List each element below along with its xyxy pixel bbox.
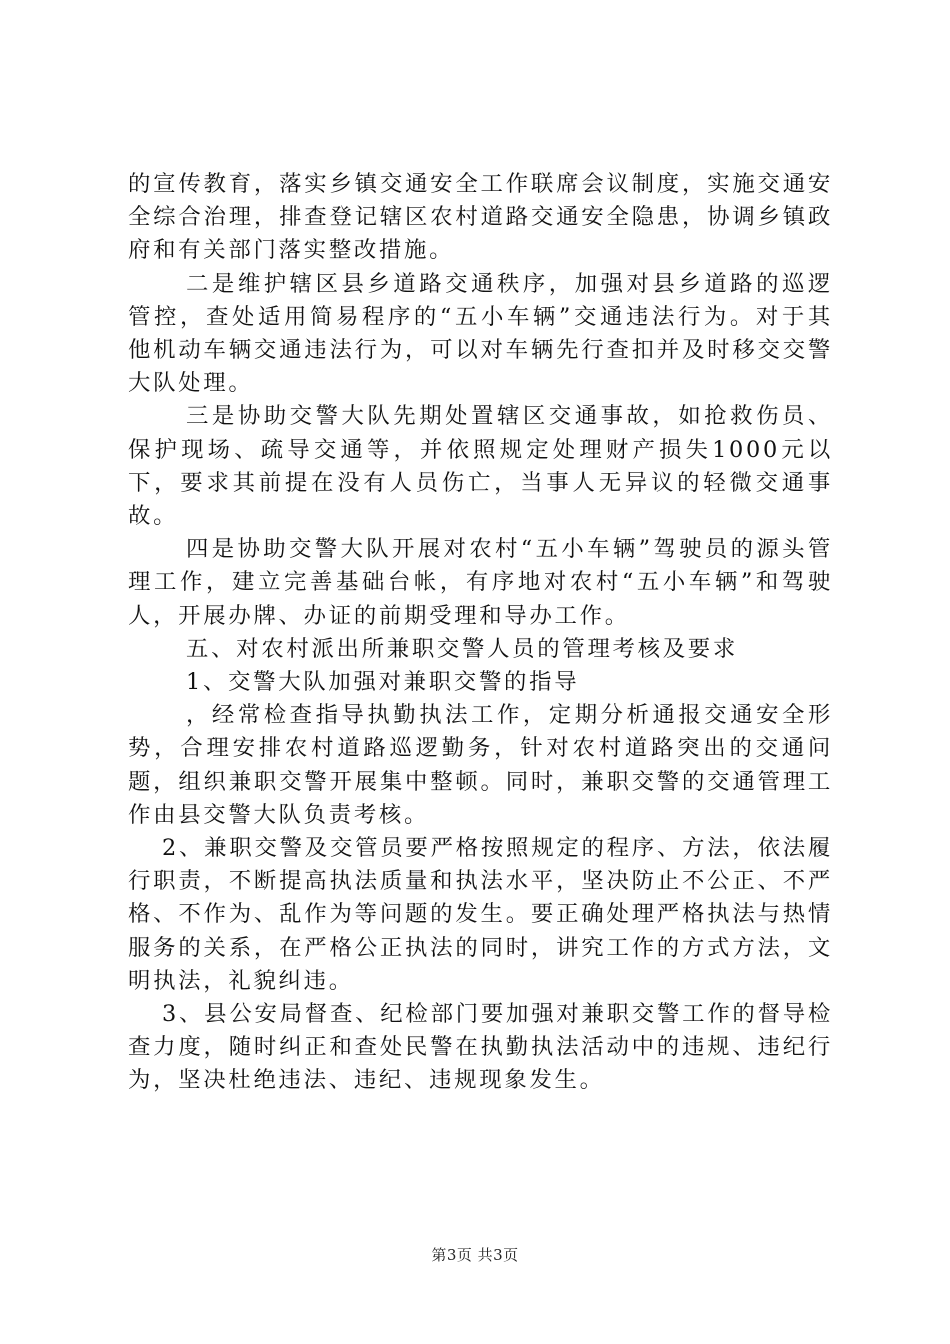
page-footer bbox=[0, 1244, 950, 1265]
paragraph-requirement-three: 3、县公安局督查、纪检部门要加强对兼职交警工作的督导检查力度，随时纠正和查处民警在执勤执法活动中的违规、违纪行为，坚决杜绝违法、违纪、违规现象发生。 bbox=[128, 1001, 833, 1094]
page-number: 第3页 共3页 bbox=[431, 1246, 519, 1264]
paragraph-guidance: ，经常检查指导执勤执法工作，定期分析通报交通安全形势，合理安排农村道路巡逻勤务，针对农村道路突出的交通问题，组织兼职交警开展集中整顿。同时，兼职交警的交通管理工作由县交警大队负责考核。 bbox=[128, 702, 833, 828]
document-body bbox=[128, 168, 833, 1098]
paragraph-item-four: 四是协助交警大队开展对农村“五小车辆”驾驶员的源头管理工作，建立完善基础台帐，有序地对农村“五小车辆”和驾驶人，开展办牌、办证的前期受理和导办工作。 bbox=[128, 536, 833, 629]
section-heading-five: 五、对农村派出所兼职交警人员的管理考核及要求 bbox=[186, 635, 738, 662]
paragraph-item-three: 三是协助交警大队先期处置辖区交通事故，如抢救伤员、保护现场、疏导交通等，并依照规定处理财产损失1000元以下，要求其前提在没有人员伤亡，当事人无异议的轻微交通事故。 bbox=[128, 403, 833, 530]
paragraph-continuation: 的宣传教育，落实乡镇交通安全工作联席会议制度，实施交通安全综合治理，排查登记辖区农村道路交通安全隐患，协调乡镇政府和有关部门落实整改措施。 bbox=[128, 171, 833, 264]
subsection-heading-one: 1、交警大队加强对兼职交警的指导 bbox=[186, 669, 580, 696]
paragraph-requirement-two: 2、兼职交警及交管员要严格按照规定的程序、方法，依法履行职责，不断提高执法质量和执法水平，坚决防止不公正、不严格、不作为、乱作为等问题的发生。要正确处理严格执法与热情服务的关系，在严格公正执法的同时，讲究工作的方式方法，文明执法，礼貌纠违。 bbox=[128, 835, 833, 994]
paragraph-item-two: 二是维护辖区县乡道路交通秩序，加强对县乡道路的巡逻管控，查处适用简易程序的“五小车辆”交通违法行为。对于其他机动车辆交通违法行为，可以对车辆先行查扣并及时移交交警大队处理。 bbox=[128, 270, 833, 397]
